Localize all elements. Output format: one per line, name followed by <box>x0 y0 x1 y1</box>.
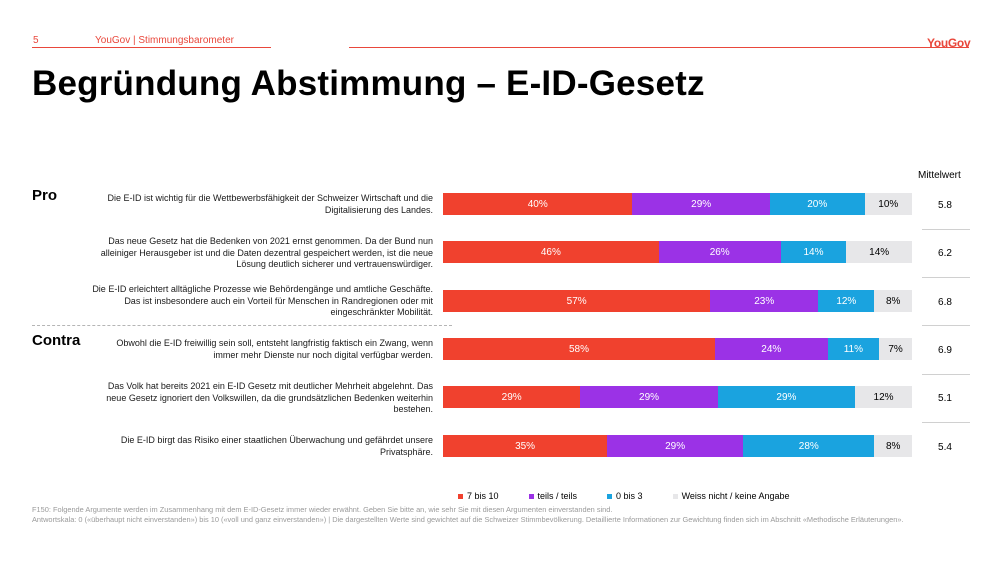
statement-label: Die E-ID birgt das Risiko einer staatlichen Überwachung und gefährdet unsere Privatsphäre. <box>120 435 433 457</box>
bar-segment: 10% <box>865 193 912 215</box>
legend-label: 0 bis 3 <box>616 491 643 501</box>
legend-label: Weiss nicht / keine Angabe <box>681 491 790 501</box>
bar-segment: 14% <box>781 241 847 263</box>
statement-label: Obwohl die E-ID freiwillig sein soll, entsteht langfristig faktisch ein Zwang, wenn immer mehr Dienste nur noch digital verfügbar werden. <box>116 338 433 360</box>
stacked-bar <box>443 241 912 263</box>
bar-segment: 14% <box>846 241 912 263</box>
statement-label: Die E-ID erleichtert alltägliche Prozesse wie Behördengänge und amtliche Geschäfte. Das ist insbesondere auch ein Vorteil für Menschen in Randregionen oder mit eingeschränkter Mobilität. <box>92 284 433 317</box>
statement-label: Das Volk hat bereits 2021 ein E-ID Gesetz mit deutlicher Mehrheit abgelehnt. Das neue Gesetz ignoriert den Volkswillen, da die grundsätzlichen Bedenken weiterhin bestehen. <box>106 381 433 414</box>
header-text: YouGov | Stimmungsbarometer <box>95 35 234 46</box>
mean-row-separator <box>922 422 970 423</box>
footnote-scale: Antwortskala: 0 («überhaupt nicht einverstanden») bis 10 («voll und ganz einverstanden») | Die dargestellten Werte sind gewichtet auf die Schweizer Stimmbevölkerung. Detaillierte Informationen zur Gewichtung finden sich im Abschnitt «Methodische Erläuterungen». <box>32 515 904 524</box>
legend-swatch-purple <box>529 494 534 499</box>
footnote <box>32 505 972 525</box>
bar-segment: 40% <box>443 193 632 215</box>
section-divider <box>32 325 452 326</box>
bar-segment: 35% <box>443 435 607 457</box>
bar-segment: 57% <box>443 290 710 312</box>
bar-segment: 8% <box>874 290 912 312</box>
legend-swatch-gray <box>673 494 678 499</box>
mean-value: 6.9 <box>938 345 952 356</box>
mean-row-separator <box>922 325 970 326</box>
legend-item-0-bis-3 <box>607 491 643 501</box>
legend-item-7-bis-10 <box>458 491 499 501</box>
section-pro-label: Pro <box>32 187 58 204</box>
statement-label: Die E-ID ist wichtig für die Wettbewerbsfähigkeit der Schweizer Wirtschaft und die Digitalisierung des Landes. <box>107 193 433 215</box>
mean-row-separator <box>922 229 970 230</box>
stacked-bar <box>443 338 912 360</box>
legend-label: teils / teils <box>537 491 578 501</box>
bar-segment: 24% <box>715 338 828 360</box>
mean-value: 6.8 <box>938 297 952 308</box>
header-rule-right <box>349 47 969 48</box>
mean-value: 5.1 <box>938 393 952 404</box>
footnote-question: F150: Folgende Argumente werden im Zusammenhang mit dem E-ID-Gesetz immer wieder erwähnt. Geben Sie bitte an, wie sehr Sie mit diesen Argumenten einverstanden sind. <box>32 505 613 514</box>
mean-column-header: Mittelwert <box>918 170 961 181</box>
bar-segment: 20% <box>770 193 865 215</box>
bar-segment: 29% <box>607 435 743 457</box>
legend-swatch-blue <box>607 494 612 499</box>
bar-segment: 46% <box>443 241 659 263</box>
stacked-bar <box>443 386 912 408</box>
bar-segment: 29% <box>718 386 855 408</box>
bar-segment: 29% <box>580 386 717 408</box>
section-contra-label: Contra <box>32 332 81 349</box>
bar-segment: 7% <box>879 338 912 360</box>
bar-segment: 26% <box>659 241 781 263</box>
mean-row-separator <box>922 374 970 375</box>
legend-item-teils <box>529 491 578 501</box>
bar-segment: 11% <box>828 338 880 360</box>
bar-segment: 12% <box>818 290 874 312</box>
mean-row-separator <box>922 277 970 278</box>
bar-segment: 23% <box>710 290 818 312</box>
legend-swatch-red <box>458 494 463 499</box>
statement-label: Das neue Gesetz hat die Bedenken von 2021 ernst genommen. Da der Bund nun alleiniger Herausgeber ist und die Daten dezentral gespeichert werden, ist die neue Lösung deutlich sicherer und vertrauenswürdiger. <box>100 236 433 269</box>
bar-segment: 29% <box>443 386 580 408</box>
stacked-bar <box>443 193 912 215</box>
bar-segment: 29% <box>632 193 769 215</box>
header-rule-left <box>32 47 271 48</box>
bar-segment: 58% <box>443 338 715 360</box>
stacked-bar <box>443 290 912 312</box>
stacked-bar <box>443 435 912 457</box>
page-number: 5 <box>33 35 39 46</box>
chart-legend <box>458 491 819 501</box>
legend-label: 7 bis 10 <box>467 491 499 501</box>
yougov-logo: YouGov <box>927 36 971 50</box>
bar-segment: 8% <box>874 435 912 457</box>
page-title: Begründung Abstimmung – E-ID-Gesetz <box>32 64 705 103</box>
legend-item-weiss-nicht <box>673 491 790 501</box>
mean-value: 5.8 <box>938 200 952 211</box>
bar-segment: 28% <box>743 435 874 457</box>
mean-value: 6.2 <box>938 248 952 259</box>
mean-value: 5.4 <box>938 442 952 453</box>
bar-segment: 12% <box>855 386 912 408</box>
